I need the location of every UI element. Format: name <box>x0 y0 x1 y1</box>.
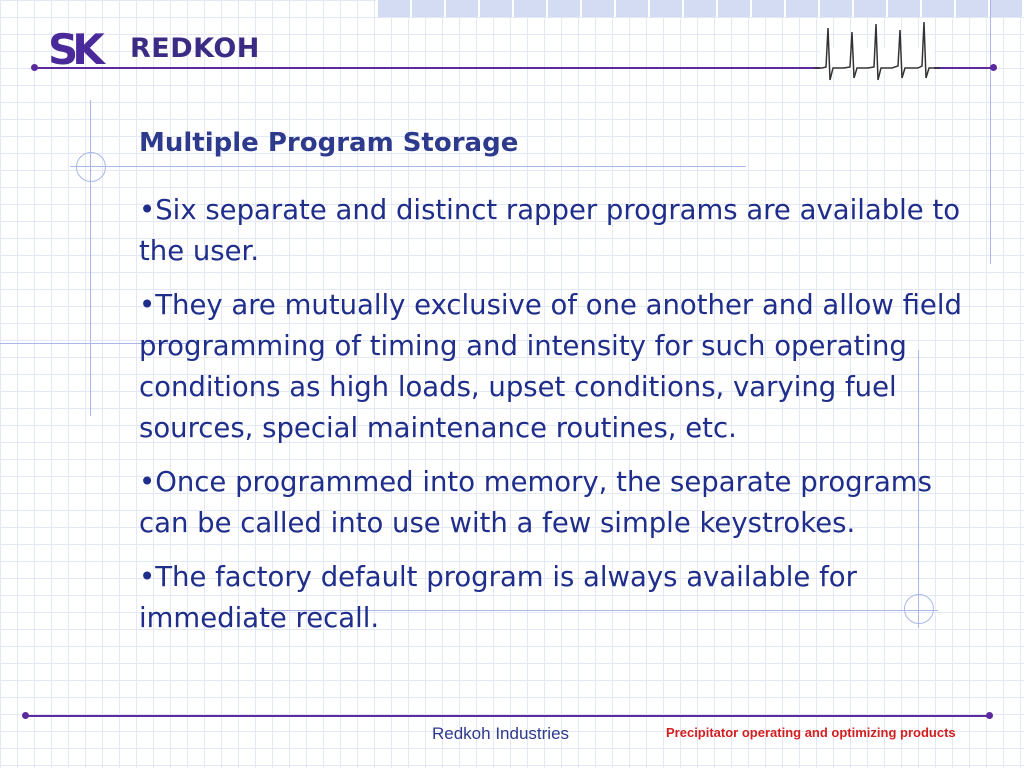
decor-line <box>990 0 991 264</box>
decor-circle <box>76 152 106 182</box>
top-rule-left-dot <box>31 64 38 71</box>
footer-tagline: Precipitator operating and optimizing products <box>666 725 956 740</box>
decor-line <box>70 166 746 167</box>
bullet-item: •They are mutually exclusive of one another and allow field programming of timing and intensity for such operating conditions as high loads, upset conditions, varying fuel sources, special maintenance routines, etc. <box>139 289 962 444</box>
top-rule-right-dot <box>990 64 997 71</box>
slide-title: Multiple Program Storage <box>139 128 519 158</box>
bullet-item: •The factory default program is always available for immediate recall. <box>139 561 857 634</box>
waveform-icon <box>814 18 940 86</box>
svg-text:SK: SK <box>48 26 99 70</box>
bottom-rule-left-dot <box>22 712 29 719</box>
decor-line <box>90 100 91 416</box>
bullet-item: •Once programmed into memory, the separate programs can be called into use with a few simple keystrokes. <box>139 466 932 539</box>
bullet-item: •Six separate and distinct rapper programs are available to the user. <box>139 194 961 267</box>
header-grid-band <box>376 0 1024 17</box>
footer-company: Redkoh Industries <box>432 724 570 743</box>
brand-name: REDKOH <box>130 33 260 64</box>
bottom-rule <box>26 715 990 717</box>
bullet-list <box>139 190 989 652</box>
bottom-rule-right-dot <box>986 712 993 719</box>
